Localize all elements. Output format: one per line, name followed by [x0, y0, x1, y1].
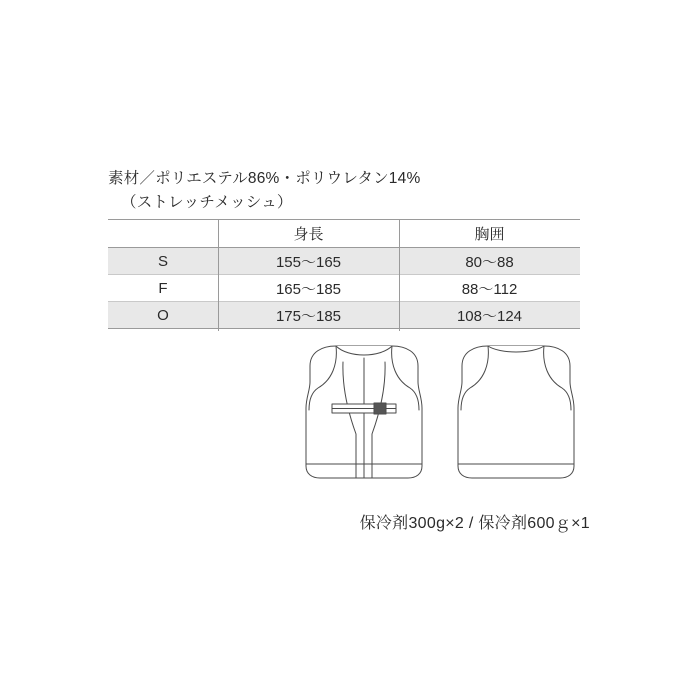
column-header-height: 身長 [218, 220, 399, 248]
table-header-row [108, 220, 580, 248]
vest-illustration-svg [296, 342, 586, 492]
column-header-chest: 胸囲 [399, 220, 580, 248]
cell-chest: 108〜124 [399, 302, 580, 329]
cell-height: 165〜185 [218, 275, 399, 302]
table-row [108, 275, 580, 302]
table-row [108, 302, 580, 329]
cell-chest: 88〜112 [399, 275, 580, 302]
material-note [108, 167, 578, 215]
table-divider-1 [218, 219, 219, 331]
coolant-note: 保冷剤300g×2 / 保冷剤600ｇ×1 [359, 515, 590, 532]
cell-size: S [108, 248, 218, 275]
table-divider-2 [399, 219, 400, 331]
material-line-2: （ストレッチメッシュ） [121, 194, 293, 212]
cell-chest: 80〜88 [399, 248, 580, 275]
table-row [108, 248, 580, 275]
cell-height: 175〜185 [218, 302, 399, 329]
column-header-size [108, 220, 218, 248]
product-illustration [296, 342, 586, 492]
cell-height: 155〜165 [218, 248, 399, 275]
vest-front-view [306, 346, 422, 478]
size-table [108, 219, 580, 329]
cell-size: F [108, 275, 218, 302]
material-line-1: 素材／ポリエステル86%・ポリウレタン14% [108, 170, 421, 187]
vest-back-view [458, 346, 574, 478]
cell-size: O [108, 302, 218, 329]
